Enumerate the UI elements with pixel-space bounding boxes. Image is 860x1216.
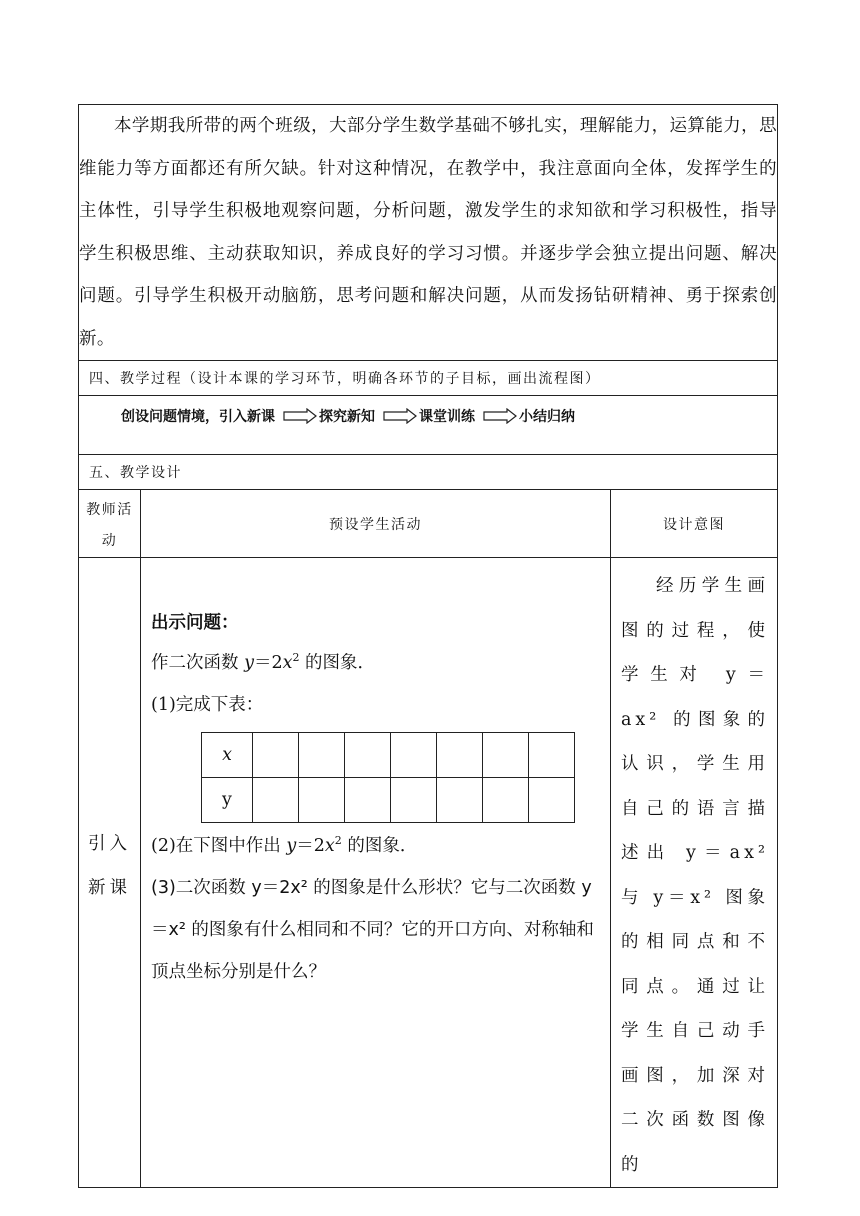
col-header-student: 预设学生活动 xyxy=(141,490,611,558)
activity-step-1: (1)完成下表： xyxy=(151,695,264,715)
question-title: 出示问题： xyxy=(151,613,239,633)
activity-step-2: (2)在下图中作出 $y=2x^2$ 的图象． xyxy=(151,834,418,856)
section5-heading: 五、教学设计 xyxy=(79,455,778,490)
values-table xyxy=(201,732,575,823)
design-intent-cell: 经历学生画图的过程，使学生对 y＝ax² 的图象的认识，学生用自己的语言描述出 y＝ax² 与 y＝x² 图象的相同点和不同点。通过让学生自己动手画图，加深对二次函数图像的 xyxy=(611,558,778,1188)
values-cell[interactable] xyxy=(391,733,437,778)
values-cell[interactable] xyxy=(345,733,391,778)
intro-lesson-row xyxy=(79,558,778,1188)
flowchart-cell xyxy=(79,396,778,455)
section4-heading-row xyxy=(79,361,778,396)
values-row-x xyxy=(202,733,575,778)
arrow-right-icon xyxy=(383,408,417,424)
values-cell[interactable] xyxy=(437,733,483,778)
intro-paragraph: 本学期我所带的两个班级，大部分学生数学基础不够扎实，理解能力，运算能力，思维能力等方面都还有所欠缺。针对这种情况，在教学中，我注意面向全体，发挥学生的主体性，引导学生积极地观察问题，分析问题，激发学生的求知欲和学习积极性，指导学生积极思维、主动获取知识，养成良好的学习习惯。并逐步学会独立提出问题、解决问题。引导学生积极开动脑筋，思考问题和解决问题，从而发扬钻研精神、勇于探索创新。 xyxy=(79,105,778,361)
arrow-right-icon xyxy=(283,408,317,424)
lesson-plan-table xyxy=(78,104,778,1188)
values-row-y xyxy=(202,778,575,823)
values-cell[interactable] xyxy=(437,778,483,823)
values-cell[interactable] xyxy=(529,733,575,778)
flow-step-2: 探究新知 xyxy=(319,409,375,425)
values-cell[interactable] xyxy=(253,778,299,823)
row-label: 引入新课 xyxy=(79,558,141,1188)
activity-line-1: 作二次函数 $y=2x^2$ 的图象． xyxy=(151,651,376,673)
values-cell[interactable] xyxy=(483,733,529,778)
values-cell[interactable] xyxy=(529,778,575,823)
activity-step-3: (3)二次函数 y＝2x² 的图象是什么形状？它与二次函数 y＝x² 的图象有什么相同和不同？它的开口方向、对称轴和顶点坐标分别是什么？ xyxy=(151,878,594,982)
flow-step-3: 课堂训练 xyxy=(419,409,475,425)
values-cell[interactable] xyxy=(345,778,391,823)
values-cell[interactable] xyxy=(299,733,345,778)
column-header-row xyxy=(79,490,778,558)
values-cell[interactable] xyxy=(299,778,345,823)
arrow-right-icon xyxy=(483,408,517,424)
intro-row xyxy=(79,105,778,361)
values-label-x: x xyxy=(202,733,253,778)
flow-step-4: 小结归纳 xyxy=(519,409,575,425)
flowchart-row xyxy=(79,396,778,455)
values-cell[interactable] xyxy=(253,733,299,778)
values-label-y: y xyxy=(202,778,253,823)
col-header-intent: 设计意图 xyxy=(611,490,778,558)
col-header-teacher: 教师活动 xyxy=(79,490,141,558)
section4-heading: 四、教学过程（设计本课的学习环节，明确各环节的子目标，画出流程图） xyxy=(79,361,778,396)
values-cell[interactable] xyxy=(483,778,529,823)
process-flowchart xyxy=(79,396,777,426)
values-cell[interactable] xyxy=(391,778,437,823)
flow-step-1: 创设问题情境，引入新课 xyxy=(121,409,275,425)
document-page xyxy=(78,104,777,1188)
section5-heading-row xyxy=(79,455,778,490)
student-activity-cell xyxy=(141,558,611,1188)
